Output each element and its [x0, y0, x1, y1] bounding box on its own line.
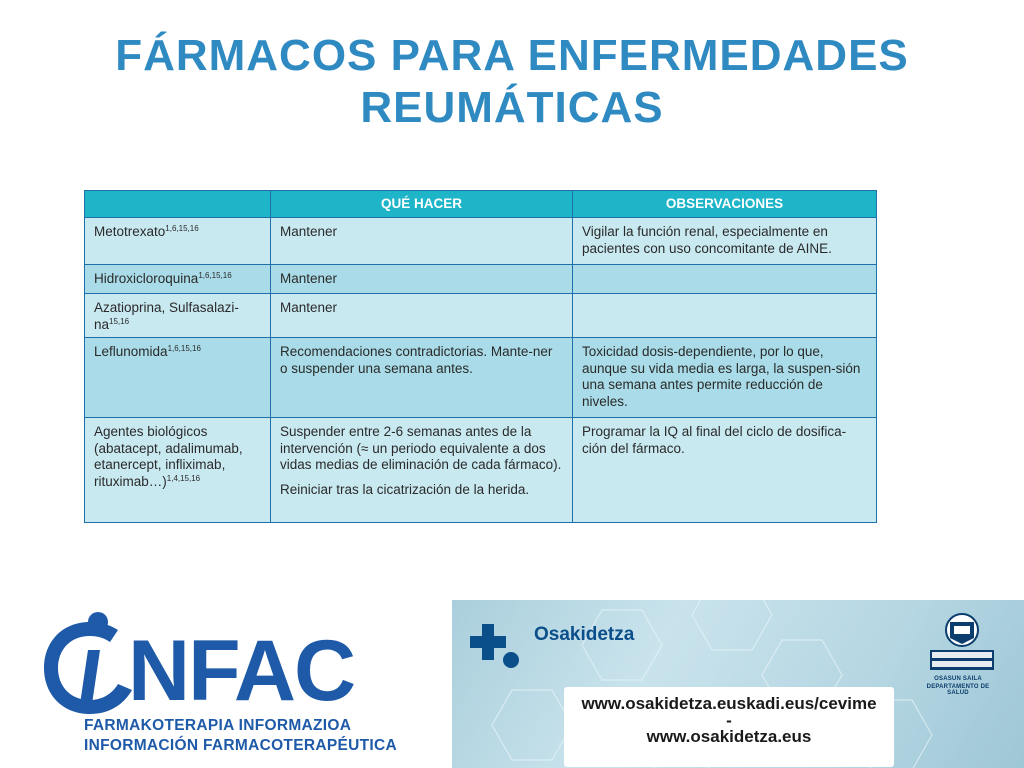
- header-que-hacer: QUÉ HACER: [271, 191, 573, 218]
- table-row: [85, 294, 877, 338]
- obs-cell: [573, 265, 877, 294]
- action-cell: Recomendaciones contradictorias. Mante-ner o suspender una semana antes.: [271, 338, 573, 418]
- drug-name: Hidroxicloroquina: [94, 271, 199, 286]
- drug-cell: [85, 294, 271, 338]
- osakidetza-name: Osakidetza: [534, 624, 635, 645]
- infac-line-2: INFORMACIÓN FARMACOTERAPÉUTICA: [84, 737, 397, 754]
- action-text: Suspender entre 2-6 semanas antes de la intervención (≈ un periodo equivalente a dos vidas medias de eliminación de cada fármaco).: [280, 424, 562, 472]
- infac-wordmark: NFAC: [128, 623, 355, 719]
- title-line-2: REUMÁTICAS: [360, 83, 664, 132]
- drug-name: Agentes biológicos (abatacept, adalimumab, etanercept, infliximab, rituximab…): [94, 424, 243, 489]
- url-osakidetza[interactable]: www.osakidetza.eus: [646, 727, 812, 746]
- action-text-2: Reiniciar tras la cicatrización de la herida.: [280, 481, 530, 497]
- action-cell: [271, 418, 573, 523]
- drug-refs: 1,4,15,16: [166, 473, 201, 483]
- gov-line-1: OSASUN SAILA: [934, 676, 982, 682]
- table-header-row: [85, 191, 877, 218]
- drug-name: Azatioprina, Sulfasalazi-na: [94, 300, 239, 332]
- drug-name: Metotrexato: [94, 224, 166, 239]
- title-line-1: FÁRMACOS PARA ENFERMEDADES: [115, 31, 909, 80]
- drug-cell: [85, 265, 271, 294]
- url-box: [564, 687, 894, 767]
- table-row: [85, 338, 877, 418]
- table-row: [85, 265, 877, 294]
- drug-table: [84, 190, 877, 523]
- action-cell: Mantener: [271, 218, 573, 265]
- header-drug: [85, 191, 271, 218]
- table-row: [85, 418, 877, 523]
- action-cell: Mantener: [271, 294, 573, 338]
- infac-i-icon: [40, 608, 140, 718]
- drug-cell: [85, 418, 271, 523]
- url-cevime[interactable]: www.osakidetza.euskadi.eus/cevime: [581, 694, 877, 713]
- obs-cell: Toxicidad dosis-dependiente, por lo que, aunque su vida media es larga, la suspen-sión una semana antes permite reducción de niveles.: [573, 338, 877, 418]
- obs-cell: [573, 294, 877, 338]
- gov-line-2: DEPARTAMENTO DE SALUD: [926, 684, 990, 696]
- drug-refs: 1,6,15,16: [198, 271, 232, 280]
- drug-name: Leflunomida: [94, 344, 168, 359]
- drug-cell: [85, 338, 271, 418]
- drug-refs: 1,6,15,16: [165, 224, 199, 233]
- osakidetza-cross-icon: [466, 616, 528, 678]
- drug-refs: 15,16: [109, 316, 130, 326]
- osakidetza-banner: [452, 600, 1024, 768]
- gobierno-vasco-seal-icon: [920, 610, 1004, 674]
- header-observaciones: OBSERVACIONES: [573, 191, 877, 218]
- drug-refs: 1,6,15,16: [167, 344, 201, 353]
- drug-cell: [85, 218, 271, 265]
- url-separator: -: [726, 711, 732, 730]
- infac-line-1: FARMAKOTERAPIA INFORMAZIOA: [84, 717, 352, 734]
- obs-cell: Vigilar la función renal, especialmente en pacientes con uso concomitante de AINE.: [573, 218, 877, 265]
- infac-logo: [40, 608, 420, 768]
- table-row: [85, 218, 877, 265]
- action-cell: Mantener: [271, 265, 573, 294]
- page-title: [0, 30, 1024, 134]
- obs-cell: Programar la IQ al final del ciclo de dosifica-ción del fármaco.: [573, 418, 877, 523]
